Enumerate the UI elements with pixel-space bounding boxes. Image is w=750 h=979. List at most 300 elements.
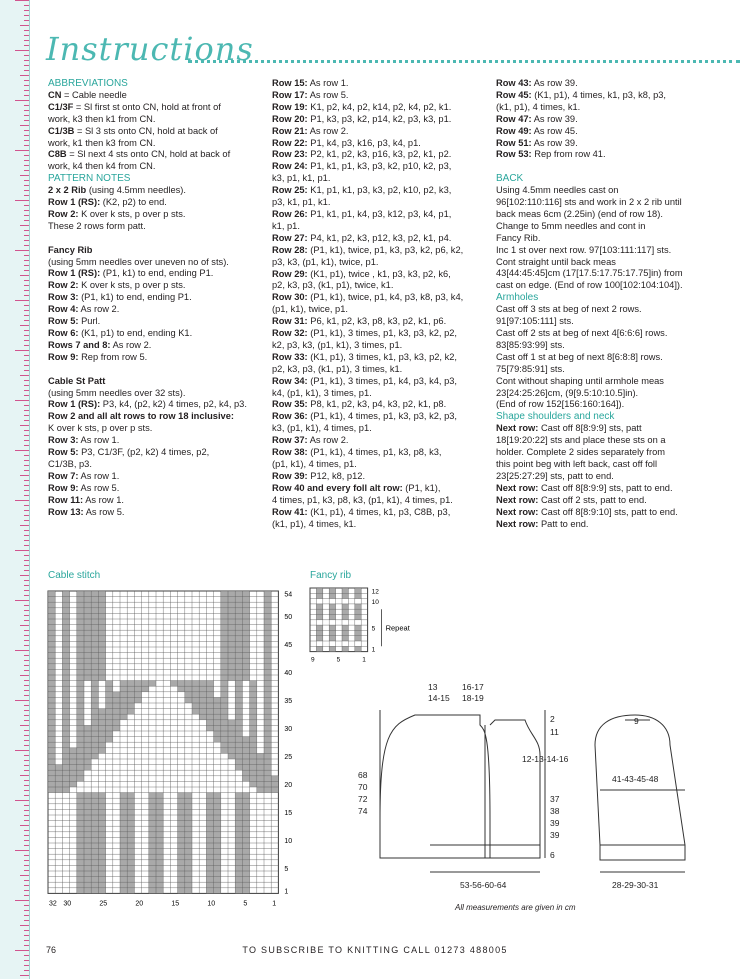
cable-cell: [214, 809, 221, 815]
ruler-tick: [24, 260, 29, 261]
cable-cell: [106, 709, 113, 715]
row-label: Row 17:: [272, 89, 308, 100]
cable-cell: [264, 636, 271, 642]
cable-cell: [185, 815, 192, 821]
cable-cell: [185, 832, 192, 838]
instruction-line: [48, 328, 273, 340]
section-heading: PATTERN NOTES: [48, 173, 131, 185]
cable-cell: [77, 675, 84, 681]
fancy-cell: [316, 615, 322, 620]
ruler-tick: [15, 700, 29, 701]
cable-cell: [250, 709, 257, 715]
neck-dim-2: 14-15: [428, 693, 450, 703]
cable-cell: [48, 686, 55, 692]
cable-cell: [199, 686, 206, 692]
cable-cell: [48, 692, 55, 698]
cable-cell: [221, 608, 228, 614]
ruler-tick: [24, 720, 29, 721]
cable-cell: [113, 720, 120, 726]
instruction-line: [272, 233, 500, 245]
cable-cell: [48, 630, 55, 636]
cable-row-label: 54: [284, 591, 293, 599]
row-label: Row 7:: [48, 470, 79, 481]
cable-col-label: 1: [272, 900, 277, 908]
cable-cell: [228, 664, 235, 670]
cable-cell: [228, 675, 235, 681]
row-label: Next row:: [496, 482, 539, 493]
cable-cell: [235, 832, 242, 838]
row-text: As row 1.: [307, 78, 349, 88]
instruction-line: work, k1 then k3 from CN.: [48, 137, 156, 148]
cable-cell: [106, 686, 113, 692]
cable-cell: [77, 759, 84, 765]
cable-cell: [264, 591, 271, 597]
ruler-tick: [24, 120, 29, 121]
instruction-line: k2, p3, k3, (p1, k1), 3 times, p1.: [272, 339, 403, 350]
cable-cell: [221, 720, 228, 726]
ruler-tick: [24, 520, 29, 521]
cable-cell: [77, 725, 84, 731]
ruler-tick: [24, 595, 29, 596]
row-label: Row 3:: [48, 292, 79, 303]
ruler-tick: [24, 315, 29, 316]
instruction-line: [272, 435, 500, 447]
cable-cell: [48, 597, 55, 603]
cable-cell: [120, 854, 127, 860]
instruction-line: [48, 268, 273, 280]
cable-cell: [156, 793, 163, 799]
cable-cell: [264, 776, 271, 782]
instruction-line: [48, 185, 273, 197]
cable-cell: [77, 809, 84, 815]
cable-cell: [206, 815, 213, 821]
cable-cell: [98, 871, 105, 877]
cable-cell: [178, 849, 185, 855]
row-label: Row 1 (RS):: [48, 197, 101, 208]
cable-cell: [242, 653, 249, 659]
ruler-tick: [24, 965, 29, 966]
cable-cell: [106, 703, 113, 709]
ruler-tick: [24, 895, 29, 896]
cable-cell: [70, 759, 77, 765]
cable-cell: [235, 669, 242, 675]
fancy-cell: [316, 593, 322, 598]
ruler-tick: [24, 130, 29, 131]
fancy-cell: [342, 604, 348, 609]
cable-cell: [62, 737, 69, 743]
body-outline: [380, 715, 490, 858]
ruler-tick: [24, 845, 29, 846]
ruler-tick: [15, 250, 29, 251]
cable-cell: [77, 854, 84, 860]
cable-cell: [192, 709, 199, 715]
cable-cell: [257, 759, 264, 765]
row-label: Row 11:: [48, 494, 84, 505]
cable-cell: [84, 630, 91, 636]
cable-cell: [62, 630, 69, 636]
cable-cell: [235, 613, 242, 619]
ruler-tick: [24, 15, 29, 16]
cable-cell: [62, 720, 69, 726]
instruction-line: [496, 114, 736, 126]
instruction-line: 4 times, p1, k3, p8, k3, (p1, k1), 4 times, p1.: [272, 494, 453, 505]
cable-cell: [206, 793, 213, 799]
instruction-line: [496, 495, 736, 507]
instruction-line: p2, k3, p3, (k1, p1), twice, k1.: [272, 280, 394, 291]
ruler-tick: [24, 530, 29, 531]
ruler-tick: [24, 440, 29, 441]
instruction-line: [496, 507, 736, 519]
cable-cell: [91, 877, 98, 883]
instruction-line: [272, 126, 500, 138]
cable-cell: [84, 843, 91, 849]
cable-cell: [264, 675, 271, 681]
cable-cell: [214, 843, 221, 849]
cable-cell: [62, 748, 69, 754]
row-text: As row 5.: [83, 506, 125, 517]
sleeve-top-dim: 9: [634, 716, 639, 726]
right-dim-4: 38: [550, 806, 560, 816]
cable-cell: [98, 647, 105, 653]
fancy-cell: [355, 625, 361, 630]
cable-cell: [149, 837, 156, 843]
cable-cell: [77, 837, 84, 843]
row-label: Row 29:: [272, 268, 308, 279]
cable-cell: [48, 725, 55, 731]
cable-cell: [221, 737, 228, 743]
ruler-tick: [20, 25, 29, 26]
cable-cell: [62, 653, 69, 659]
cable-cell: [206, 826, 213, 832]
fancy-cell: [316, 609, 322, 614]
cable-cell: [156, 854, 163, 860]
instruction-line: 91[97:105:111] sts.: [496, 316, 574, 327]
cable-cell: [77, 697, 84, 703]
cable-cell: [127, 832, 134, 838]
row-label: Row 53:: [496, 149, 532, 160]
cable-cell: [178, 793, 185, 799]
cable-cell: [48, 748, 55, 754]
cable-cell: [77, 636, 84, 642]
cable-cell: [235, 753, 242, 759]
cable-cell: [62, 697, 69, 703]
ruler-tick: [15, 100, 29, 101]
cable-cell: [235, 804, 242, 810]
right-dim-6: 39: [550, 830, 560, 840]
ruler-tick: [24, 265, 29, 266]
row-label: Row 20:: [272, 113, 308, 124]
cable-cell: [84, 860, 91, 866]
cable-cell: [120, 882, 127, 888]
instruction-line: [272, 507, 500, 519]
cable-cell: [235, 602, 242, 608]
row-label: Row 37:: [272, 435, 308, 446]
row-text: Rep from row 41.: [531, 149, 606, 160]
cable-col-label: 10: [207, 900, 216, 908]
ruler-tick: [24, 95, 29, 96]
cable-cell: [242, 753, 249, 759]
cable-cell: [235, 675, 242, 681]
row-label: Row 34:: [272, 375, 308, 386]
ruler-tick: [24, 840, 29, 841]
cable-cell: [127, 860, 134, 866]
row-label: Row 51:: [496, 137, 532, 148]
cable-cell: [48, 765, 55, 771]
ruler-tick: [24, 255, 29, 256]
row-text: As row 39.: [531, 137, 578, 148]
cable-cell: [206, 703, 213, 709]
ruler-tick: [20, 625, 29, 626]
section-heading: Shape shoulders and neck: [496, 411, 615, 423]
row-text: (P1, k1) to end, ending P1.: [78, 292, 192, 303]
cable-row-label: 15: [284, 810, 293, 817]
ruler-tick: [24, 655, 29, 656]
cable-cell: [242, 821, 249, 827]
cable-cell: [214, 703, 221, 709]
row-text: K1, p1, k1, p3, k3, p2, k10, p2, k3,: [307, 185, 452, 196]
row-text: As row 39.: [531, 113, 578, 124]
cable-row-label: 20: [284, 782, 293, 789]
cable-cell: [156, 877, 163, 883]
cable-cell: [91, 641, 98, 647]
instruction-line: Cont without shaping until armhole meas: [496, 375, 664, 386]
cable-cell: [185, 692, 192, 698]
cable-cell: [206, 837, 213, 843]
cable-cell: [62, 658, 69, 664]
cable-cell: [84, 882, 91, 888]
ruler-tick: [15, 650, 29, 651]
cable-cell: [48, 669, 55, 675]
ruler-tick: [24, 165, 29, 166]
cable-cell: [264, 714, 271, 720]
cable-cell: [98, 613, 105, 619]
ruler-tick: [24, 915, 29, 916]
cable-cell: [77, 619, 84, 625]
row-label: Row 26:: [272, 208, 308, 219]
cable-stitch-chart: [40, 585, 300, 915]
cable-cell: [185, 871, 192, 877]
cable-cell: [185, 860, 192, 866]
ruler-tick: [24, 940, 29, 941]
row-label: Row 24:: [272, 161, 308, 172]
cable-cell: [106, 737, 113, 743]
cable-cell: [235, 815, 242, 821]
ruler-tick: [24, 35, 29, 36]
ruler-tick: [24, 680, 29, 681]
cable-cell: [62, 686, 69, 692]
cable-cell: [134, 686, 141, 692]
cable-cell: [84, 597, 91, 603]
row-text: P12, k8, p12.: [307, 470, 366, 481]
cable-cell: [221, 602, 228, 608]
cable-cell: [242, 882, 249, 888]
fancy-cell: [316, 604, 322, 609]
cable-cell: [235, 697, 242, 703]
cable-cell: [48, 625, 55, 631]
fancy-cell: [355, 604, 361, 609]
cable-cell: [185, 826, 192, 832]
cable-cell: [156, 815, 163, 821]
row-text: = Cable needle: [61, 89, 127, 100]
cable-cell: [149, 871, 156, 877]
ruler-tick: [24, 345, 29, 346]
cable-cell: [242, 759, 249, 765]
cable-cell: [156, 860, 163, 866]
instruction-line: k4, (p1, k1), 3 times, p1.: [272, 387, 372, 398]
ruler-tick: [15, 150, 29, 151]
ruler-tick: [15, 600, 29, 601]
cable-cell: [235, 664, 242, 670]
cable-cell: [77, 641, 84, 647]
cable-cell: [77, 692, 84, 698]
cable-cell: [235, 625, 242, 631]
ruler-tick: [24, 660, 29, 661]
cable-cell: [120, 798, 127, 804]
ruler-tick: [24, 515, 29, 516]
instruction-line: (k1, p1), 4 times, k1.: [272, 518, 357, 529]
cable-cell: [264, 619, 271, 625]
cable-cell: [206, 686, 213, 692]
cable-cell: [84, 653, 91, 659]
cable-cell: [221, 613, 228, 619]
fancy-col-label: 5: [336, 656, 341, 664]
cable-cell: [156, 837, 163, 843]
left-dim-1: 70: [358, 782, 368, 792]
instruction-line: [272, 376, 500, 388]
cable-cell: [178, 832, 185, 838]
row-label: Row 35:: [272, 399, 308, 410]
ruler-tick: [24, 420, 29, 421]
right-dim-0: 2: [550, 714, 555, 724]
fancy-cell: [329, 630, 335, 635]
row-text: As row 1.: [83, 494, 124, 505]
cable-cell: [70, 770, 77, 776]
cable-cell: [98, 737, 105, 743]
cable-cell: [84, 619, 91, 625]
cable-cell: [48, 641, 55, 647]
ruler-tick: [24, 760, 29, 761]
cable-cell: [214, 714, 221, 720]
cable-cell: [149, 849, 156, 855]
row-text: P1, k3, p3, k2, p14, k2, p3, k3, p1.: [307, 113, 452, 124]
cable-cell: [84, 641, 91, 647]
cable-cell: [228, 630, 235, 636]
row-text: Cast off 8[8:9:9] sts, patt: [538, 423, 642, 434]
cable-cell: [221, 681, 228, 687]
instruction-line: Cont straight until back meas: [496, 256, 616, 267]
cable-cell: [113, 725, 120, 731]
subheading-text: Cable St Patt: [48, 375, 106, 386]
cable-cell: [77, 720, 84, 726]
cable-cell: [250, 753, 257, 759]
cable-row-label: 30: [284, 726, 293, 733]
cable-cell: [106, 725, 113, 731]
cable-cell: [127, 871, 134, 877]
fancy-cell: [355, 593, 361, 598]
cable-cell: [149, 882, 156, 888]
cable-cell: [91, 630, 98, 636]
ruler-tick: [24, 435, 29, 436]
instruction-line: [272, 90, 500, 102]
cable-cell: [77, 748, 84, 754]
cable-cell: [84, 753, 91, 759]
ruler-tick: [24, 890, 29, 891]
ruler-tick: [24, 85, 29, 86]
instruction-line: [48, 411, 273, 423]
ruler-tick: [24, 670, 29, 671]
cable-cell: [91, 854, 98, 860]
cable-cell: [228, 742, 235, 748]
cable-cell: [98, 748, 105, 754]
cable-cell: [178, 815, 185, 821]
cable-cell: [149, 793, 156, 799]
row-label: CN: [48, 89, 62, 100]
cable-cell: [70, 765, 77, 771]
cable-cell: [250, 681, 257, 687]
ruler-tick: [24, 645, 29, 646]
cable-cell: [91, 686, 98, 692]
cable-cell: [98, 709, 105, 715]
row-text: (P1, k1),: [402, 482, 441, 493]
ruler-tick: [24, 355, 29, 356]
cable-cell: [84, 602, 91, 608]
ruler-tick: [24, 690, 29, 691]
cable-cell: [264, 742, 271, 748]
cable-cell: [98, 837, 105, 843]
ruler-tick: [24, 190, 29, 191]
ruler-tick: [24, 40, 29, 41]
cable-row-label: 50: [284, 614, 293, 621]
cable-cell: [134, 681, 141, 687]
instruction-line: [272, 316, 500, 328]
instruction-line: [272, 138, 500, 150]
cable-cell: [48, 664, 55, 670]
row-label: Row 2 and all alt rows to row 18 inclusive:: [48, 411, 234, 422]
cable-cell: [120, 692, 127, 698]
cable-col-label: 30: [63, 900, 72, 908]
instruction-line: [496, 90, 736, 102]
section-heading: ABBREVIATIONS: [48, 78, 128, 89]
column-2: [272, 78, 500, 530]
cable-cell: [98, 826, 105, 832]
row-label: Row 2:: [48, 280, 79, 291]
cable-cell: [214, 697, 221, 703]
cable-cell: [84, 798, 91, 804]
row-text: (K1, p1), 3 times, k1, p3, k3, p2, k2,: [307, 351, 457, 362]
cable-cell: [98, 809, 105, 815]
cable-cell: [84, 854, 91, 860]
cable-cell: [91, 619, 98, 625]
row-text: As row 2.: [78, 304, 120, 315]
ruler-tick: [24, 745, 29, 746]
ruler-tick: [24, 285, 29, 286]
cable-cell: [62, 765, 69, 771]
fancy-cell: [355, 609, 361, 614]
cable-cell: [206, 854, 213, 860]
cable-cell: [91, 669, 98, 675]
cable-cell: [142, 681, 149, 687]
cable-cell: [185, 877, 192, 883]
ruler-tick: [24, 330, 29, 331]
cable-cell: [98, 860, 105, 866]
instruction-line: [272, 209, 500, 221]
instruction-line: [48, 197, 273, 209]
cable-cell: [235, 871, 242, 877]
cable-cell: [120, 871, 127, 877]
ruler-tick: [15, 550, 29, 551]
fancy-cell: [329, 604, 335, 609]
row-label: Row 4:: [48, 304, 79, 315]
